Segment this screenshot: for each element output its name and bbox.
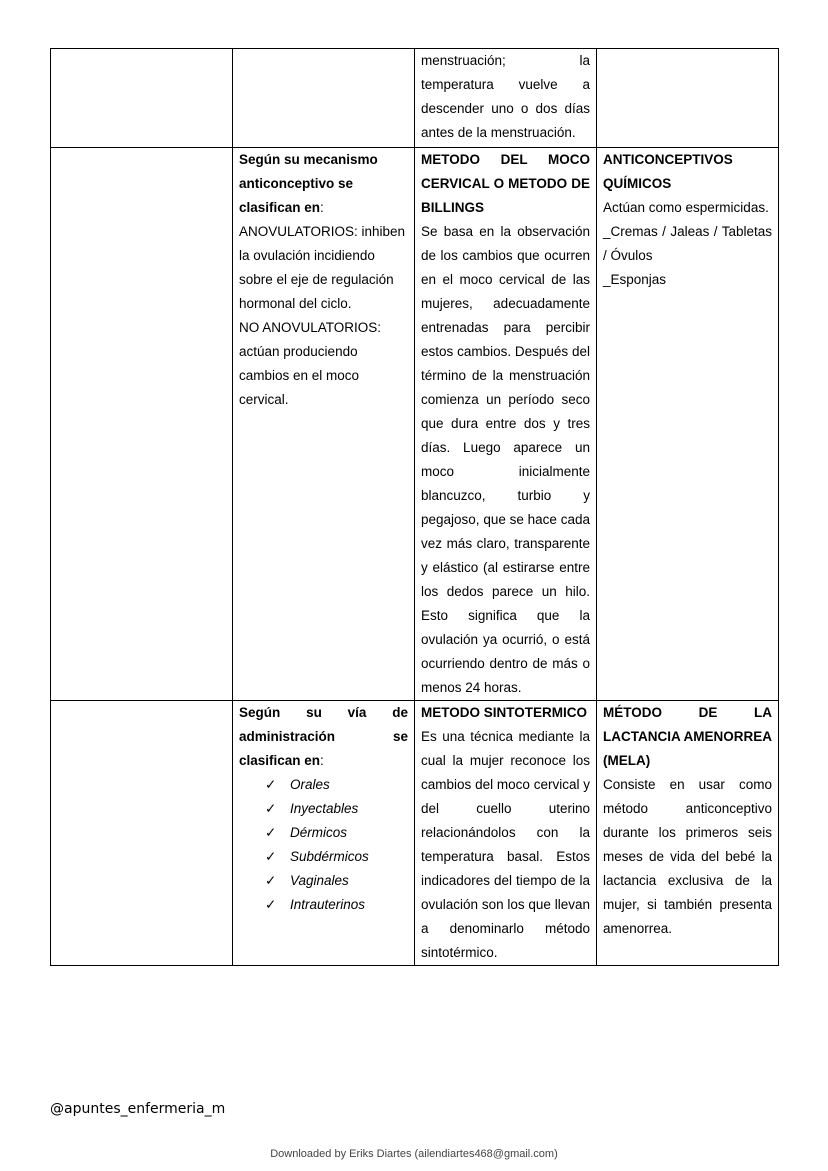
list-item: ✓ Intrauterinos xyxy=(265,893,408,917)
cell-text: menstruación; la temperatura vuelve a descender uno o dos días antes de la menstruación. xyxy=(421,53,590,140)
table-cell xyxy=(51,49,233,148)
cell-paragraph: Actúan como espermicidas. xyxy=(603,200,769,215)
table-cell xyxy=(51,701,233,966)
cell-heading-wrap xyxy=(239,701,408,773)
list-item: ✓ Subdérmicos xyxy=(265,845,408,869)
table-cell xyxy=(415,148,597,701)
table-cell xyxy=(233,148,415,701)
table-cell xyxy=(233,701,415,966)
colon: : xyxy=(320,753,324,768)
cell-heading: MÉTODO DE LA LACTANCIA AMENORREA (MELA) xyxy=(603,705,772,768)
table-cell xyxy=(597,701,779,966)
list-item: ✓ Orales xyxy=(265,773,408,797)
cell-paragraph: NO ANOVULATORIOS: actúan produciendo cambios en el moco cervical. xyxy=(239,320,382,407)
cell-paragraph: Es una técnica mediante la cual la mujer reconoce los cambios del moco cervical y del cuello uterino relacionándolos con la temperatura basal. Estos indicadores del tiempo de la ovulación son los que llevan a denominarlo método sintotérmico. xyxy=(421,729,590,960)
table-cell xyxy=(233,49,415,148)
check-icon: ✓ xyxy=(265,825,277,840)
contraceptive-methods-table xyxy=(50,48,779,966)
table-cell xyxy=(597,49,779,148)
table-cell xyxy=(597,148,779,701)
cell-heading: Según su mecanismo anticonceptivo se clasifican en xyxy=(239,152,378,215)
table-cell xyxy=(51,148,233,701)
list-item: ✓ Vaginales xyxy=(265,869,408,893)
list-item: ✓ Inyectables xyxy=(265,797,408,821)
list-item: _Esponjas xyxy=(603,272,667,287)
table-row xyxy=(51,49,779,148)
cell-heading: METODO SINTOTERMICO xyxy=(421,705,588,720)
table-cell xyxy=(415,701,597,966)
check-icon: ✓ xyxy=(265,801,277,816)
table-cell xyxy=(415,49,597,148)
table-row xyxy=(51,148,779,701)
cell-heading: Según su vía de administración se clasifican en xyxy=(239,705,408,768)
check-icon: ✓ xyxy=(265,873,277,888)
check-icon: ✓ xyxy=(265,777,277,792)
cell-heading: METODO DEL MOCO CERVICAL O METODO DE BILLINGS xyxy=(421,152,590,215)
check-icon: ✓ xyxy=(265,897,277,912)
cell-paragraph: Se basa en la observación de los cambios que ocurren en el moco cervical de las mujeres, adecuadamente entrenadas para percibir estos cambios. Después del término de la menstruación comienza un período seco que dura entre dos y tres días. Luego aparece un moco inicialmente blancuzco, turbio y pegajoso, que se hace cada vez más claro, transparente y elástico (al estirarse entre los dedos parece un hilo. Esto significa que la ovulación ya ocurrió, o está ocurriendo dentro de más o menos 24 horas. xyxy=(421,224,590,695)
download-footer: Downloaded by Eriks Diartes (ailendiartes468@gmail.com) xyxy=(270,1148,558,1160)
list-item: _Cremas / Jaleas / Tabletas / Óvulos xyxy=(603,224,772,263)
cell-heading: ANTICONCEPTIVOS QUÍMICOS xyxy=(603,152,733,191)
list-item: ✓ Dérmicos xyxy=(265,821,408,845)
cell-paragraph: ANOVULATORIOS: inhiben la ovulación incidiendo sobre el eje de regulación hormonal del ciclo. xyxy=(239,224,406,311)
author-handle: @apuntes_enfermeria_m xyxy=(50,1101,226,1117)
table-row xyxy=(51,701,779,966)
cell-paragraph: Consiste en usar como método anticonceptivo durante los primeros seis meses de vida del bebé la lactancia exclusiva de la mujer, si también presenta amenorrea. xyxy=(603,777,772,936)
check-icon: ✓ xyxy=(265,849,277,864)
checklist xyxy=(239,773,408,917)
colon: : xyxy=(320,200,324,215)
